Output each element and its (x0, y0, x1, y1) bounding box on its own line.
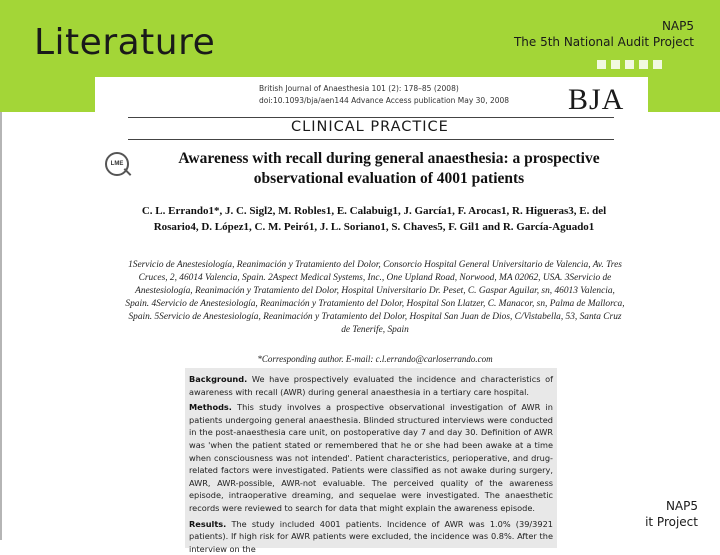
header-rule-bottom (128, 139, 614, 140)
author-list: C. L. Errando1*, J. C. Sigl2, M. Robles1, E. Calabuig1, J. García1, F. Arocas1, R. Higueras3, E. del Rosario4, D. López1, C. M. Peiró1, J. L. Soriano1, S. Chaves5, F. Gil1 and R. García-Aguado1 (141, 205, 607, 233)
nav-square (625, 60, 634, 69)
section-heading: CLINICAL PRACTICE (291, 119, 449, 135)
nap5-subtitle: The 5th National Audit Project (513, 35, 694, 49)
nap5-footer-subtitle: it Project (645, 515, 698, 529)
nav-square (639, 60, 648, 69)
affiliations: 1Servicio de Anestesiología, Reanimación y Tratamiento del Dolor, Consorcio Hospital General Universitario de Valencia, Av. Tres Cruces, 2, 46014 Valencia, Spain. 2Aspect Medical Systems, Inc., One Upland Road, Norwood, MA 02062, USA. 3Servicio de Anestesiología, Reanimación y Tratamiento del Dolor, Hospital Universitario Dr. Peset, C. Gaspar Aguilar, sn, 46013 Valencia, Spain. 4Servicio de Anestesiología, Reanimación y Tratamiento del Dolor, Hospital Son Llatzer, C. Manacor, sn, Palma de Mallorca, Spain. 5Servicio de Anestesiología, Reanimación y Tratamiento del Dolor, Hospital San Juan de Dios, C/Vistabella, 53, Santa Cruz de Tenerife, Spain (125, 260, 625, 335)
nav-square (597, 60, 606, 69)
slide-title: Literature (34, 22, 216, 63)
article-title: Awareness with recall during general anaesthesia: a prospective observational evaluation of 4001 patients (178, 150, 600, 187)
bja-logo: BJA (568, 83, 625, 116)
header-rule-top (128, 117, 614, 118)
left-divider (0, 112, 2, 540)
lme-badge-icon: LME (105, 152, 129, 176)
nap5-footer (645, 498, 698, 530)
nap5-footer-label: NAP5 (665, 499, 698, 513)
background-text: We have prospectively evaluated the incidence and characteristics of awareness with recall (AWR) during general anaesthesia in a tertiary care hospital. (189, 374, 554, 397)
methods-label: Methods. (189, 402, 232, 413)
methods-text: This study involves a prospective observational investigation of AWR in patients undergoing general anaesthesia. Blinded structured interviews were conducted in the post-anaesthesia care unit, on postoperative day 7 and day 30. Definition of AWR was 'when the patient stated or remembered that he or she had been awake at a time when consciousness was not intended'. Patient characteristics, perioperative, and drug-related factors were investigated. Patients were classified as not awake during surgery, AWR, AWR-possible, AWR-not evaluable. The perceived quality of the awareness episode, intraoperative dreaming, and sequelae were investigated. The anaesthetic records were reviewed to search for data that might explain the awareness episode. (189, 402, 553, 513)
background-label: Background. (189, 374, 248, 384)
corresponding-author: *Corresponding author. E-mail: c.l.errando@carloserrando.com (257, 354, 493, 364)
nap5-label: NAP5 (661, 19, 694, 33)
results-label: Results. (189, 518, 227, 529)
paper-screenshot (95, 77, 648, 554)
abstract (185, 368, 557, 554)
nav-square (653, 60, 662, 69)
doi-line: doi:10.1093/bja/aen144 Advance Access publication May 30, 2008 (259, 96, 510, 105)
nap5-branding (514, 18, 694, 50)
results-text: The study included 4001 patients. Incidence of AWR was 1.0% (39/3921 patients). If high risk for AWR patients were excluded, the incidence was 0.8%. After the interview on the (189, 518, 553, 554)
nav-squares (597, 60, 662, 69)
journal-reference: British Journal of Anaesthesia 101 (2): 178–85 (2008) (259, 84, 459, 93)
nav-square (611, 60, 620, 69)
